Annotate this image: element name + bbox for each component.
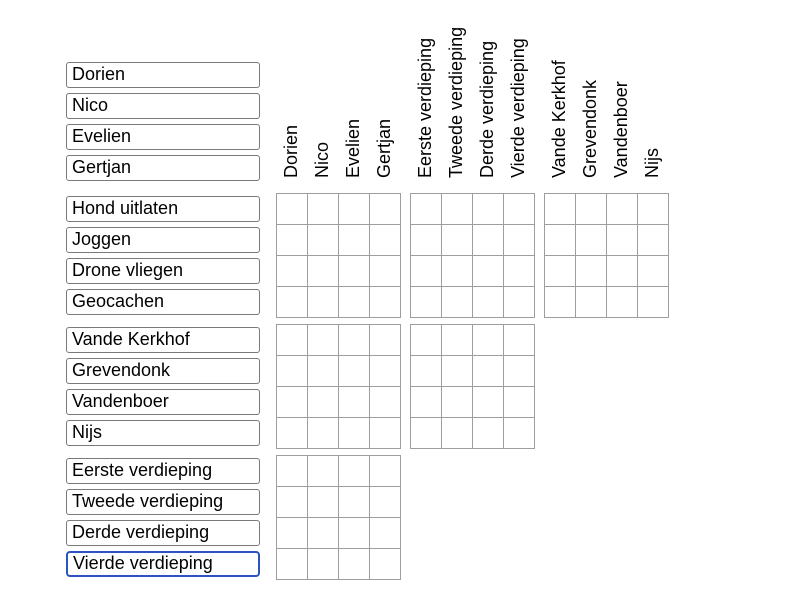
grid-cell[interactable] <box>277 518 308 549</box>
col-header-dorien: Dorien <box>281 124 301 178</box>
grid-cell[interactable] <box>504 256 535 287</box>
col-header-eerste-verdieping: Eerste verdieping <box>415 37 435 178</box>
grid-cell[interactable] <box>442 194 473 225</box>
grid-cell[interactable] <box>308 194 339 225</box>
grid-block-activities-names <box>276 193 401 318</box>
input-item-nico[interactable] <box>66 93 260 119</box>
grid-cell[interactable] <box>607 287 638 318</box>
grid-cell[interactable] <box>339 356 370 387</box>
grid-cell[interactable] <box>370 518 401 549</box>
col-header-evelien: Evelien <box>343 118 363 178</box>
grid-cell[interactable] <box>308 356 339 387</box>
input-item-vande-kerkhof[interactable] <box>66 327 260 353</box>
grid-cell[interactable] <box>504 356 535 387</box>
grid-cell[interactable] <box>638 256 669 287</box>
grid-cell[interactable] <box>370 287 401 318</box>
input-item-joggen[interactable] <box>66 227 260 253</box>
grid-cell[interactable] <box>370 225 401 256</box>
grid-cell[interactable] <box>308 287 339 318</box>
grid-cell[interactable] <box>277 325 308 356</box>
grid-cell[interactable] <box>638 194 669 225</box>
input-item-gertjan[interactable] <box>66 155 260 181</box>
grid-cell[interactable] <box>308 387 339 418</box>
col-header-gertjan: Gertjan <box>374 118 394 178</box>
grid-cell[interactable] <box>442 418 473 449</box>
col-header-tweede-verdieping: Tweede verdieping <box>446 26 466 178</box>
input-item-dorien[interactable] <box>66 62 260 88</box>
grid-cell[interactable] <box>411 418 442 449</box>
input-item-eerste-verdieping[interactable] <box>66 458 260 484</box>
grid-cell[interactable] <box>308 325 339 356</box>
grid-cell[interactable] <box>442 325 473 356</box>
grid-cell[interactable] <box>277 194 308 225</box>
grid-cell[interactable] <box>277 225 308 256</box>
grid-cell[interactable] <box>545 194 576 225</box>
grid-cell[interactable] <box>339 325 370 356</box>
grid-cell[interactable] <box>504 194 535 225</box>
grid-cell[interactable] <box>308 518 339 549</box>
grid-cell[interactable] <box>638 225 669 256</box>
grid-cell[interactable] <box>473 356 504 387</box>
grid-cell[interactable] <box>277 418 308 449</box>
grid-cell[interactable] <box>442 356 473 387</box>
input-item-evelien[interactable] <box>66 124 260 150</box>
grid-block-surnames-floors <box>410 324 535 449</box>
grid-cell[interactable] <box>308 225 339 256</box>
grid-cell[interactable] <box>411 256 442 287</box>
grid-cell[interactable] <box>277 256 308 287</box>
grid-cell[interactable] <box>370 456 401 487</box>
grid-cell[interactable] <box>339 256 370 287</box>
grid-cell[interactable] <box>473 287 504 318</box>
grid-cell[interactable] <box>442 287 473 318</box>
input-item-geocachen[interactable] <box>66 289 260 315</box>
grid-cell[interactable] <box>442 225 473 256</box>
input-item-drone-vliegen[interactable] <box>66 258 260 284</box>
grid-cell[interactable] <box>277 487 308 518</box>
grid-cell[interactable] <box>370 356 401 387</box>
grid-cell[interactable] <box>411 325 442 356</box>
grid-cell[interactable] <box>308 549 339 580</box>
grid-block-activities-surnames <box>544 193 669 318</box>
grid-cell[interactable] <box>504 387 535 418</box>
grid-cell[interactable] <box>576 287 607 318</box>
col-header-vande-kerkhof: Vande Kerkhof <box>549 60 569 178</box>
grid-cell[interactable] <box>473 325 504 356</box>
grid-cell[interactable] <box>504 287 535 318</box>
grid-block-surnames-names <box>276 324 401 449</box>
grid-cell[interactable] <box>308 487 339 518</box>
grid-cell[interactable] <box>339 487 370 518</box>
grid-cell[interactable] <box>411 287 442 318</box>
grid-cell[interactable] <box>370 418 401 449</box>
col-header-nico: Nico <box>312 141 332 178</box>
grid-block-floors-names <box>276 455 401 580</box>
input-item-derde-verdieping[interactable] <box>66 520 260 546</box>
grid-cell[interactable] <box>504 325 535 356</box>
input-item-nijs[interactable] <box>66 420 260 446</box>
grid-cell[interactable] <box>370 194 401 225</box>
grid-cell[interactable] <box>607 256 638 287</box>
input-item-vandenboer[interactable] <box>66 389 260 415</box>
grid-cell[interactable] <box>339 456 370 487</box>
input-item-tweede-verdieping[interactable] <box>66 489 260 515</box>
col-header-nijs: Nijs <box>642 148 662 178</box>
col-header-grevendonk: Grevendonk <box>580 79 600 178</box>
grid-cell[interactable] <box>638 287 669 318</box>
grid-cell[interactable] <box>370 387 401 418</box>
grid-cell[interactable] <box>411 194 442 225</box>
grid-cell[interactable] <box>370 487 401 518</box>
grid-cell[interactable] <box>473 194 504 225</box>
grid-cell[interactable] <box>277 287 308 318</box>
grid-cell[interactable] <box>504 418 535 449</box>
grid-cell[interactable] <box>370 256 401 287</box>
grid-cell[interactable] <box>607 194 638 225</box>
grid-cell[interactable] <box>339 387 370 418</box>
grid-cell[interactable] <box>473 418 504 449</box>
col-header-vandenboer: Vandenboer <box>611 81 631 178</box>
grid-cell[interactable] <box>442 256 473 287</box>
grid-cell[interactable] <box>277 356 308 387</box>
grid-cell[interactable] <box>339 418 370 449</box>
grid-cell[interactable] <box>370 325 401 356</box>
grid-cell[interactable] <box>442 387 473 418</box>
grid-cell[interactable] <box>370 549 401 580</box>
grid-cell[interactable] <box>607 225 638 256</box>
grid-cell[interactable] <box>277 549 308 580</box>
grid-cell[interactable] <box>473 256 504 287</box>
col-header-derde-verdieping: Derde verdieping <box>477 40 497 178</box>
grid-cell[interactable] <box>277 456 308 487</box>
grid-cell[interactable] <box>411 387 442 418</box>
grid-cell[interactable] <box>308 456 339 487</box>
col-header-vierde-verdieping: Vierde verdieping <box>508 38 528 178</box>
grid-cell[interactable] <box>308 418 339 449</box>
grid-cell[interactable] <box>576 256 607 287</box>
grid-cell[interactable] <box>545 225 576 256</box>
grid-cell[interactable] <box>339 549 370 580</box>
grid-cell[interactable] <box>473 225 504 256</box>
grid-cell[interactable] <box>545 256 576 287</box>
grid-cell[interactable] <box>308 256 339 287</box>
grid-cell[interactable] <box>339 225 370 256</box>
input-item-hond-uitlaten[interactable] <box>66 196 260 222</box>
grid-cell[interactable] <box>411 225 442 256</box>
grid-cell[interactable] <box>277 387 308 418</box>
grid-cell[interactable] <box>411 356 442 387</box>
grid-cell[interactable] <box>576 225 607 256</box>
grid-cell[interactable] <box>504 225 535 256</box>
grid-cell[interactable] <box>339 518 370 549</box>
grid-cell[interactable] <box>576 194 607 225</box>
grid-cell[interactable] <box>339 287 370 318</box>
grid-cell[interactable] <box>473 387 504 418</box>
grid-cell[interactable] <box>339 194 370 225</box>
input-item-grevendonk[interactable] <box>66 358 260 384</box>
grid-block-activities-floors <box>410 193 535 318</box>
input-item-vierde-verdieping[interactable] <box>66 551 260 577</box>
grid-cell[interactable] <box>545 287 576 318</box>
